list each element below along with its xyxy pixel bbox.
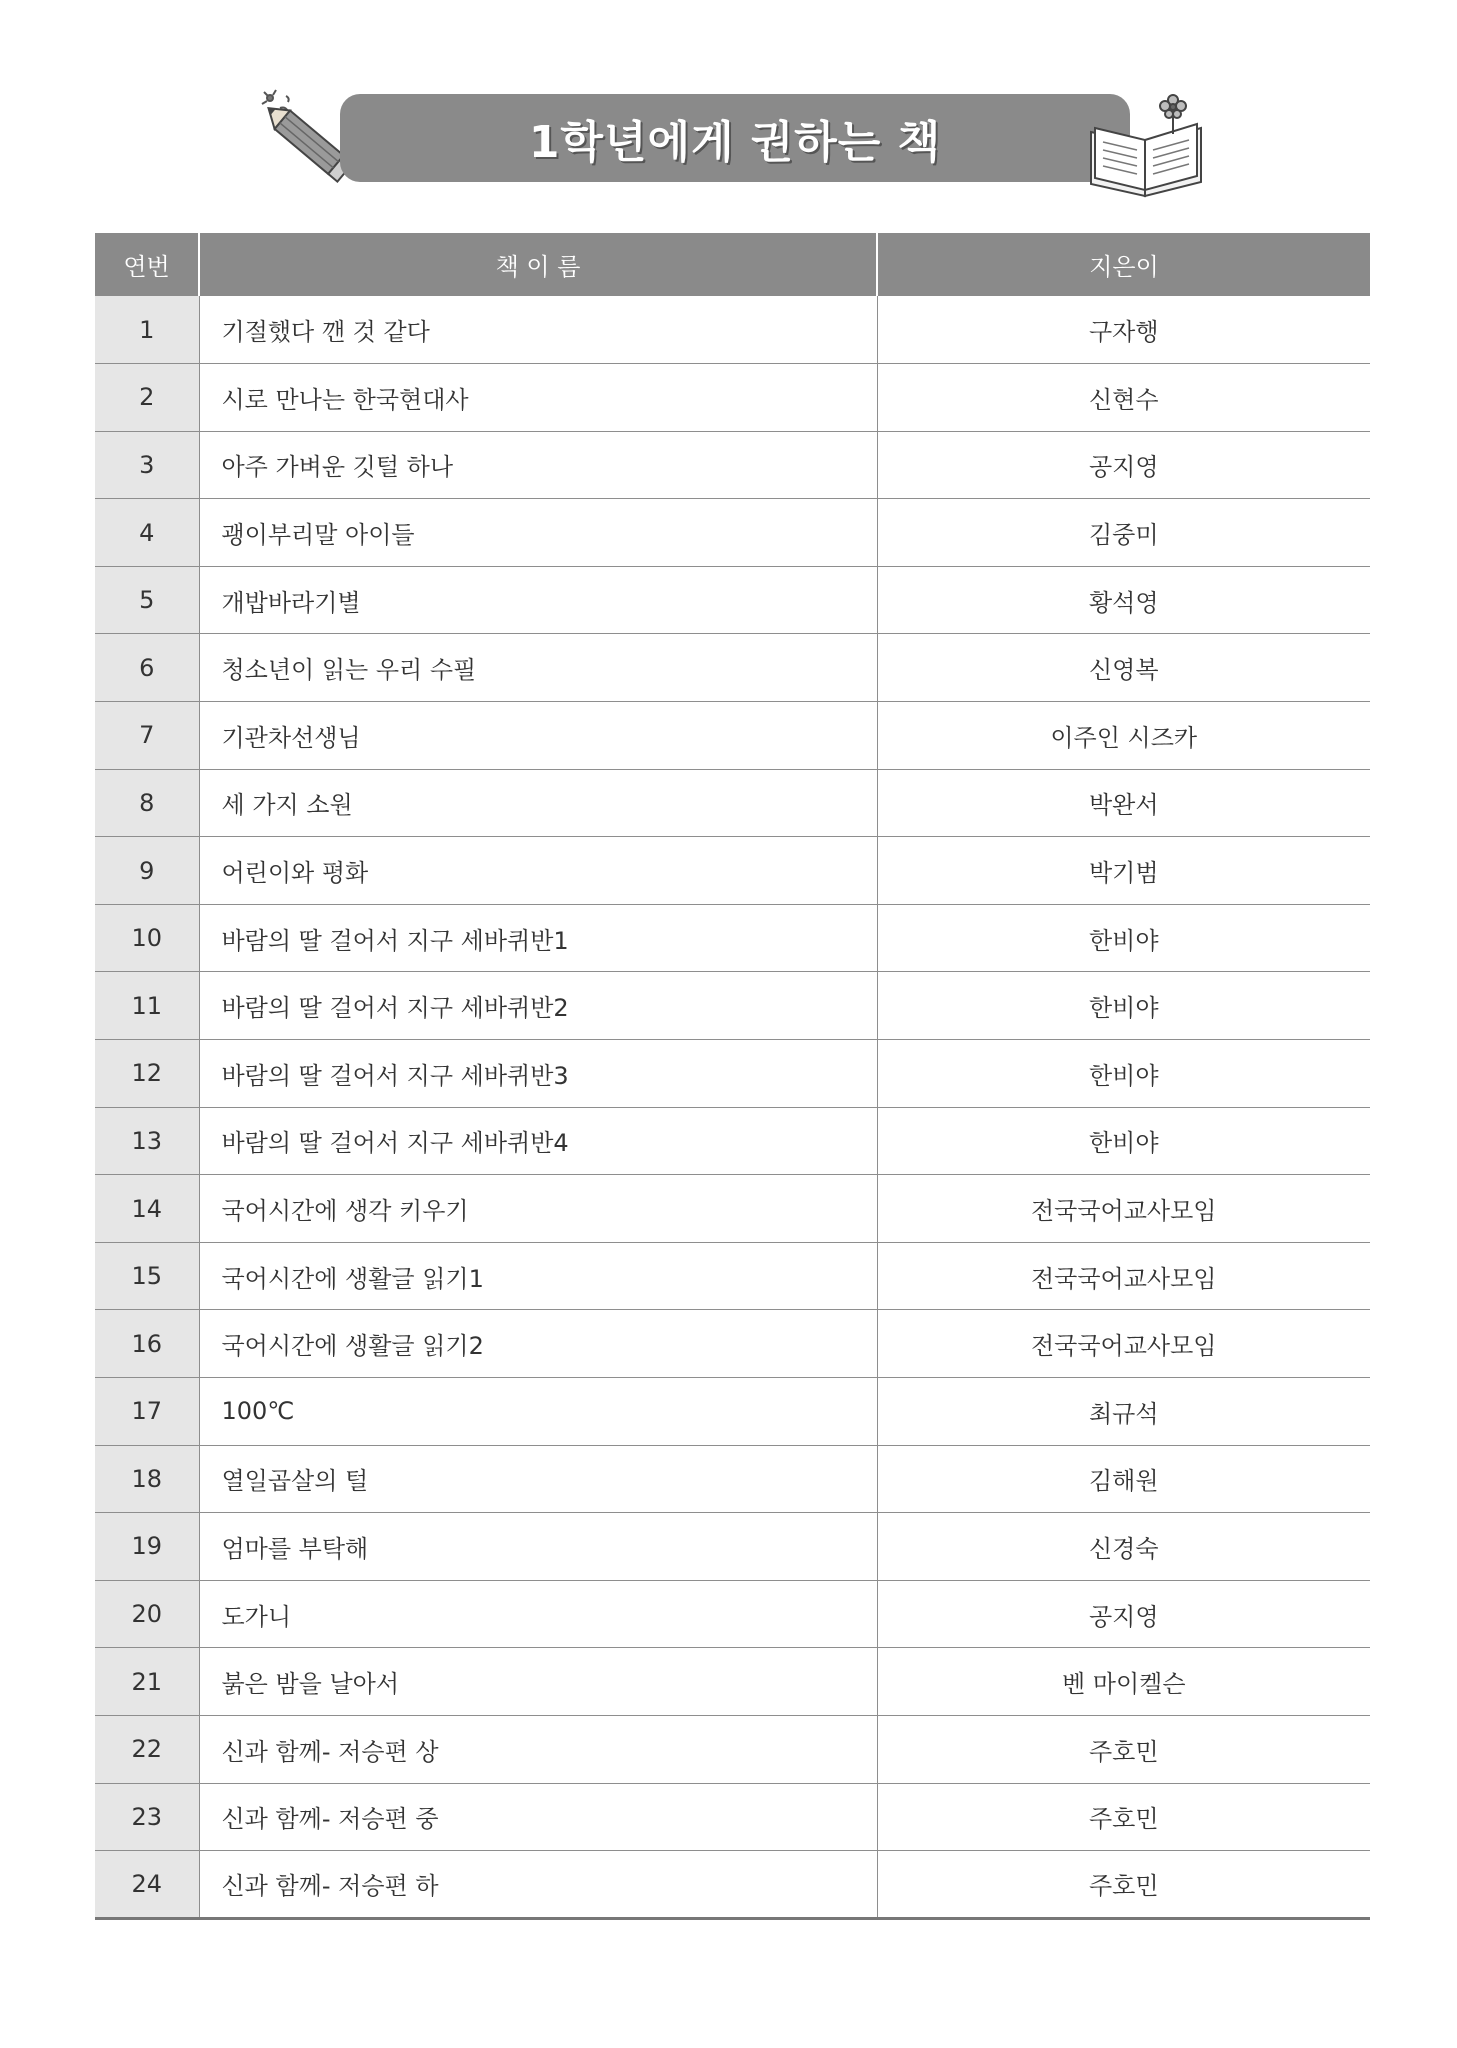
book-title: 시로 만나는 한국현대사 [199,364,877,432]
book-title: 바람의 딸 걸어서 지구 세바퀴반4 [199,1107,877,1175]
book-title: 바람의 딸 걸어서 지구 세바퀴반2 [199,972,877,1040]
table-row [95,634,1370,702]
table-row [95,769,1370,837]
table-body [95,296,1370,1918]
book-author: 공지영 [877,431,1370,499]
book-number: 5 [95,566,199,634]
book-number: 24 [95,1851,199,1919]
table-row [95,1648,1370,1716]
book-title: 바람의 딸 걸어서 지구 세바퀴반1 [199,904,877,972]
book-number: 8 [95,769,199,837]
book-number: 20 [95,1580,199,1648]
book-author: 주호민 [877,1715,1370,1783]
page-title: 1학년에게 권하는 책 [528,117,942,168]
book-number: 10 [95,904,199,972]
book-author: 이주인 시즈카 [877,702,1370,770]
book-title: 국어시간에 생각 키우기 [199,1175,877,1243]
table-row [95,1445,1370,1513]
book-author: 신영복 [877,634,1370,702]
book-author: 한비야 [877,972,1370,1040]
book-author: 전국국어교사모임 [877,1310,1370,1378]
book-number: 2 [95,364,199,432]
book-author: 주호민 [877,1783,1370,1851]
book-author: 박완서 [877,769,1370,837]
recommended-books-table [95,233,1370,1920]
book-author: 한비야 [877,1107,1370,1175]
table-header-row [95,233,1370,296]
table-row [95,1242,1370,1310]
book-author: 김해원 [877,1445,1370,1513]
book-author: 박기범 [877,837,1370,905]
header-title: 책 이 름 [199,233,877,296]
book-title: 붉은 밤을 날아서 [199,1648,877,1716]
book-title: 세 가지 소원 [199,769,877,837]
table-row [95,1040,1370,1108]
table-row [95,499,1370,567]
book-title: 청소년이 읽는 우리 수필 [199,634,877,702]
book-title: 100℃ [199,1378,877,1446]
book-title: 개밥바라기별 [199,566,877,634]
open-book-icon [1085,92,1207,204]
table-row [95,1378,1370,1446]
book-number: 15 [95,1242,199,1310]
book-title: 도가니 [199,1580,877,1648]
book-number: 22 [95,1715,199,1783]
table-row [95,837,1370,905]
book-number: 14 [95,1175,199,1243]
book-title: 기절했다 깬 것 같다 [199,296,877,364]
book-title: 아주 가벼운 깃털 하나 [199,431,877,499]
book-number: 18 [95,1445,199,1513]
book-title: 어린이와 평화 [199,837,877,905]
book-number: 21 [95,1648,199,1716]
book-number: 13 [95,1107,199,1175]
book-title: 열일곱살의 털 [199,1445,877,1513]
book-author: 한비야 [877,1040,1370,1108]
table-row [95,1107,1370,1175]
book-author: 전국국어교사모임 [877,1175,1370,1243]
book-author: 벤 마이켈슨 [877,1648,1370,1716]
book-author: 주호민 [877,1851,1370,1919]
book-number: 3 [95,431,199,499]
book-title: 국어시간에 생활글 읽기2 [199,1310,877,1378]
table-row [95,904,1370,972]
book-number: 6 [95,634,199,702]
table-row [95,1851,1370,1919]
book-title: 신과 함께- 저승편 하 [199,1851,877,1919]
table-row [95,1715,1370,1783]
book-number: 17 [95,1378,199,1446]
table-row [95,1783,1370,1851]
book-author: 신경숙 [877,1513,1370,1581]
book-number: 12 [95,1040,199,1108]
book-title: 국어시간에 생활글 읽기1 [199,1242,877,1310]
table-row [95,972,1370,1040]
book-number: 23 [95,1783,199,1851]
book-number: 1 [95,296,199,364]
table-row [95,702,1370,770]
table-row [95,566,1370,634]
book-author: 최규석 [877,1378,1370,1446]
title-banner [340,94,1130,182]
table-row [95,1310,1370,1378]
header-author: 지은이 [877,233,1370,296]
book-number: 7 [95,702,199,770]
book-author: 공지영 [877,1580,1370,1648]
book-number: 11 [95,972,199,1040]
table-row [95,364,1370,432]
book-title: 괭이부리말 아이들 [199,499,877,567]
table-row [95,1513,1370,1581]
book-number: 9 [95,837,199,905]
book-author: 한비야 [877,904,1370,972]
table-row [95,296,1370,364]
book-title: 바람의 딸 걸어서 지구 세바퀴반3 [199,1040,877,1108]
book-number: 4 [95,499,199,567]
book-author: 김중미 [877,499,1370,567]
book-number: 19 [95,1513,199,1581]
book-author: 구자행 [877,296,1370,364]
book-title: 신과 함께- 저승편 상 [199,1715,877,1783]
table-row [95,1580,1370,1648]
table-row [95,1175,1370,1243]
header-no: 연번 [95,233,199,296]
book-title: 신과 함께- 저승편 중 [199,1783,877,1851]
book-title: 기관차선생님 [199,702,877,770]
table-row [95,431,1370,499]
book-title: 엄마를 부탁해 [199,1513,877,1581]
book-author: 전국국어교사모임 [877,1242,1370,1310]
book-author: 황석영 [877,566,1370,634]
book-author: 신현수 [877,364,1370,432]
book-number: 16 [95,1310,199,1378]
